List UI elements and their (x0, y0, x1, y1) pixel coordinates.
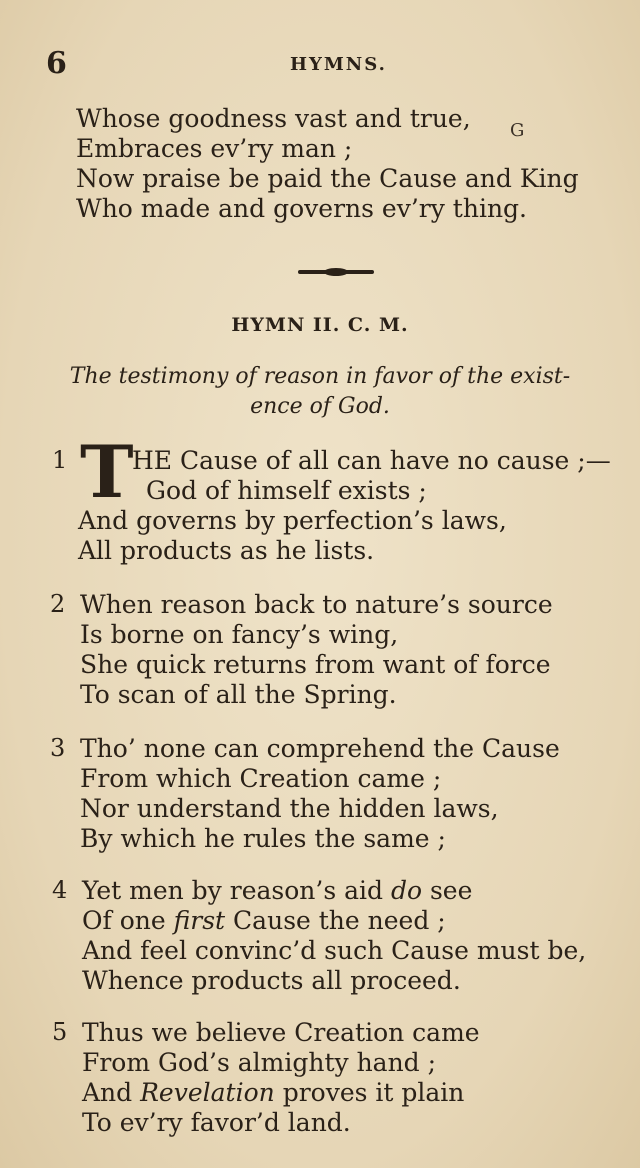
hymn-subtitle-line2: ence of God. (250, 394, 390, 419)
verse-line: And Revelation proves it plain (82, 1078, 465, 1107)
verse-line: Whence products all proceed. (82, 966, 461, 995)
verse-number: 1 (52, 446, 68, 474)
margin-mark: G (510, 120, 525, 141)
verse-line: From which Creation came ; (80, 764, 442, 793)
verse-number: 4 (52, 876, 68, 904)
prev-stanza-line: Now praise be paid the Cause and King (76, 164, 579, 193)
verse-line: Thus we believe Creation came (82, 1018, 480, 1047)
verse-line: From God’s almighty hand ; (82, 1048, 437, 1077)
verse-line: Yet men by reason’s aid do see (82, 876, 473, 905)
verse-number: 2 (50, 590, 66, 618)
verse-line: She quick returns from want of force (80, 650, 551, 679)
italic-word: first (173, 906, 226, 935)
verse-number: 5 (52, 1018, 68, 1046)
verse-line: Of one first Cause the need ; (82, 906, 446, 935)
verse-line: And governs by perfection’s laws, (78, 506, 507, 535)
hymn-heading: HYMN II. C. M. (231, 314, 409, 336)
verse-line: Tho’ none can comprehend the Cause (80, 734, 560, 763)
verse-line: HE Cause of all can have no cause ;— (132, 446, 611, 475)
hymn-subtitle-line1: The testimony of reason in favor of the exist- (69, 364, 571, 389)
running-header (0, 46, 640, 82)
section-divider (298, 270, 374, 274)
verse-line: By which he rules the same ; (80, 824, 446, 853)
verse-line: Is borne on fancy’s wing, (80, 620, 399, 649)
prev-stanza-line: Who made and governs ev’ry thing. (76, 194, 527, 223)
verse-line: All products as he lists. (78, 536, 375, 565)
verse-line: And feel convinc’d such Cause must be, (82, 936, 587, 965)
prev-stanza-line: Embraces ev’ry man ; (76, 134, 353, 163)
verse-line: God of himself exists ; (146, 476, 427, 505)
page-number: 6 (46, 46, 67, 81)
verse-line: To ev’ry favor’d land. (82, 1108, 351, 1137)
verse-line: Nor understand the hidden laws, (80, 794, 499, 823)
prev-stanza-line: Whose goodness vast and true, (76, 104, 471, 133)
italic-word: do (390, 876, 423, 905)
verse-number: 3 (50, 734, 66, 762)
drop-cap: T (80, 429, 134, 514)
verse-line: When reason back to nature’s source (80, 590, 553, 619)
italic-word: Revelation (140, 1078, 275, 1107)
verse-line: To scan of all the Spring. (80, 680, 397, 709)
running-title: HYMNS. (290, 54, 387, 75)
